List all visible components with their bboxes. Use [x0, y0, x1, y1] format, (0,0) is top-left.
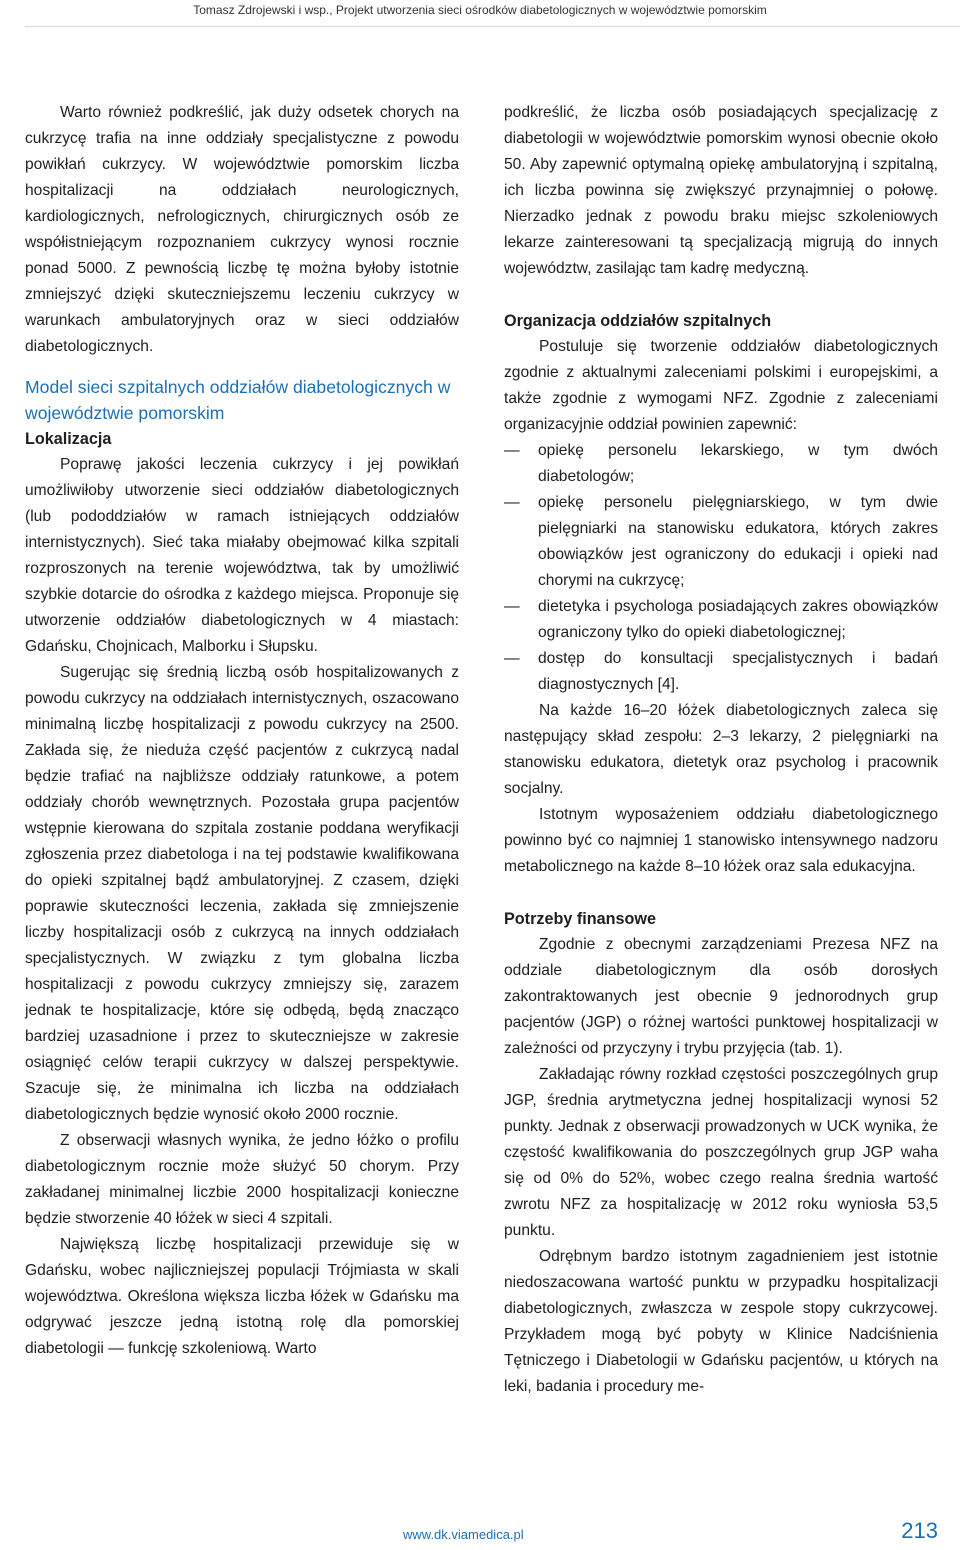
list-item: — opiekę personelu lekarskiego, w tym dwóch diabetologów; — [504, 438, 938, 490]
left-column — [25, 100, 459, 1362]
right-paragraph-1: podkreślić, że liczba osób posiadających specjalizację z diabetologii w województwie pomorskim wynosi obecnie około 50. Aby zapewnić optymalną opiekę ambulatoryjną i szpitalną, ich liczba powinna się zwiększyć przynajmniej o połowę. Nierzadko jednak z powodu braku miejsc szkoleniowych lekarze zainteresowani tą specjalizacją migrują do innych województw, zasilając tam kadrę medyczną. — [504, 104, 938, 277]
page-number: 213 — [901, 1518, 938, 1543]
requirements-list — [504, 438, 938, 698]
left-paragraph-4: Z obserwacji własnych wynika, że jedno łóżko o profilu diabetologicznym rocznie może służyć 50 chorym. Przy zakładanej minimalnej liczbie 2000 hospitalizacji konieczne będzie stworzenie 40 łóżek w sieci 4 szpitali. — [25, 1132, 459, 1227]
list-item: — dostęp do konsultacji specjalistycznych i badań diagnostycznych [4]. — [504, 646, 938, 698]
right-paragraph-4: Istotnym wyposażeniem oddziału diabetologicznego powinno być co najmniej 1 stanowisko intensywnego nadzoru metabolicznego na każde 8–10 łóżek oraz sala edukacyjna. — [504, 806, 938, 875]
list-item: — dietetyka i psychologa posiadających zakres obowiązków ograniczony tylko do opieki diabetologicznej; — [504, 594, 938, 646]
left-paragraph-5: Największą liczbę hospitalizacji przewiduje się w Gdańsku, wobec najliczniejszej populacji Trójmiasta w skali województwa. Określona większa liczba łóżek w Gdańsku ma odgrywać jeszcze jedną istotną rolę dla pomorskiej diabetologii — funkcję szkoleniową. Warto — [25, 1236, 459, 1357]
running-head: Tomasz Zdrojewski i wsp., Projekt utworzenia sieci ośrodków diabetologicznych w województwie pomorskim — [193, 3, 767, 17]
section-title: Model sieci szpitalnych oddziałów diabetologicznych w województwie pomorskim — [25, 377, 451, 423]
subheading-lokalizacja: Lokalizacja — [25, 430, 112, 448]
right-paragraph-5: Zgodnie z obecnymi zarządzeniami Prezesa NFZ na oddziale diabetologicznym dla osób dorosłych zakontraktowanych jest obecnie 9 jednorodnych grup pacjentów (JGP) o różnej wartości punktowej hospitalizacji w zależności od przyczyny i trybu przyjęcia (tab. 1). — [504, 936, 938, 1057]
left-paragraph-2: Poprawę jakości leczenia cukrzycy i jej powikłań umożliwiłoby utworzenie sieci oddziałów diabetologicznych (lub pododdziałów w ramach istniejących oddziałów internistycznych). Sieć taka miałaby obejmować kilka szpitali rozproszonych na terenie województwa, tak by umożliwić szybkie dotarcie do ośrodka z każdego miejsca. Proponuje się utworzenie oddziałów diabetologicznych w 4 miastach: Gdańsku, Chojnicach, Malborku i Słupsku. — [25, 456, 459, 655]
left-paragraph-3: Sugerując się średnią liczbą osób hospitalizowanych z powodu cukrzycy na oddziałach internistycznych, oszacowano minimalną liczbę hospitalizacji z powodu cukrzycy na 2500. Zakłada się, że nieduża część pacjentów z cukrzycą nadal będzie trafiać na najbliższe oddziały ratunkowe, a potem oddziały chorób wewnętrznych. Pozostała grupa pacjentów wstępnie kierowana do szpitala zostanie poddana weryfikacji zgłoszenia przez diabetologa i na tej podstawie kwalifikowana do opieki szpitalnej bądź ambulatoryjnej. Z czasem, dzięki poprawie skuteczności leczenia, zakłada się zmniejszenie liczby hospitalizacji osób z cukrzycą na innych oddziałach specjalistycznych. W związku z tym globalna liczba hospitalizacji z powodu cukrzycy zmniejszy się, zarazem jednak te hospitalizacje, które się odbędą, będą znacząco bardziej uzasadnione i przez to skuteczniejsze w zakresie osiągnięć celów terapii cukrzycy w dalszej perspektywie. Szacuje się, że minimalna ich liczba na oddziałach diabetologicznych będzie wynosić około 2000 rocznie. — [25, 664, 459, 1123]
left-paragraph-1: Warto również podkreślić, jak duży odsetek chorych na cukrzycę trafia na inne oddziały specjalistyczne z powodu powikłań cukrzycy. W województwie pomorskim liczba hospitalizacji na oddziałach neurologicznych, kardiologicznych, nefrologicznych, chirurgicznych osób ze współistniejącym rozpoznaniem cukrzycy wynosi rocznie ponad 5000. Z pewnością liczbę tę można byłoby istotnie zmniejszyć dzięki skuteczniejszemu leczeniu cukrzycy w warunkach ambulatoryjnych oraz w sieci oddziałów diabetologicznych. — [25, 104, 459, 355]
subheading-potrzeby: Potrzeby finansowe — [504, 910, 657, 928]
right-paragraph-7: Odrębnym bardzo istotnym zagadnieniem jest istotnie niedoszacowana wartość punktu w przypadku hospitalizacji diabetologicznych, zwłaszcza w zespole stopy cukrzycowej. Przykładem mogą być pobyty w Klinice Nadciśnienia Tętniczego i Diabetologii w Gdańsku pacjentów, u których na leki, badania i procedury me- — [504, 1248, 938, 1395]
subheading-organizacja: Organizacja oddziałów szpitalnych — [504, 312, 772, 330]
right-paragraph-3: Na każde 16–20 łóżek diabetologicznych zaleca się następujący skład zespołu: 2–3 lekarzy, 2 pielęgniarki na stanowisku edukatora, dietetyk oraz psycholog i pracownik socjalny. — [504, 702, 938, 797]
right-paragraph-6: Zakładając równy rozkład częstości poszczególnych grup JGP, średnia arytmetyczna jednej hospitalizacji wynosi 52 punkty. Jednak z obserwacji prowadzonych w UCK wynika, że częstość kwalifikowania do poszczególnych grup JGP waha się od 0% do 52%, wobec czego realna średnia wartość zwrotu NFZ za hospitalizację w 2012 roku wyniosła 53,5 punktu. — [504, 1066, 938, 1239]
right-paragraph-2: Postuluje się tworzenie oddziałów diabetologicznych zgodnie z aktualnymi zaleceniami polskimi i europejskimi, a także zgodnie z wymogami NFZ. Zgodnie z zaleceniami organizacyjnie oddział powinien zapewnić: — [504, 338, 938, 433]
list-item: — opiekę personelu pielęgniarskiego, w tym dwie pielęgniarki na stanowisku edukatora, których zakres obowiązków jest ograniczony do edukacji i opieki nad chorymi na cukrzycę; — [504, 490, 938, 594]
journal-url[interactable]: www.dk.viamedica.pl — [403, 1527, 524, 1542]
header-divider — [25, 26, 960, 27]
right-column — [504, 100, 938, 1400]
